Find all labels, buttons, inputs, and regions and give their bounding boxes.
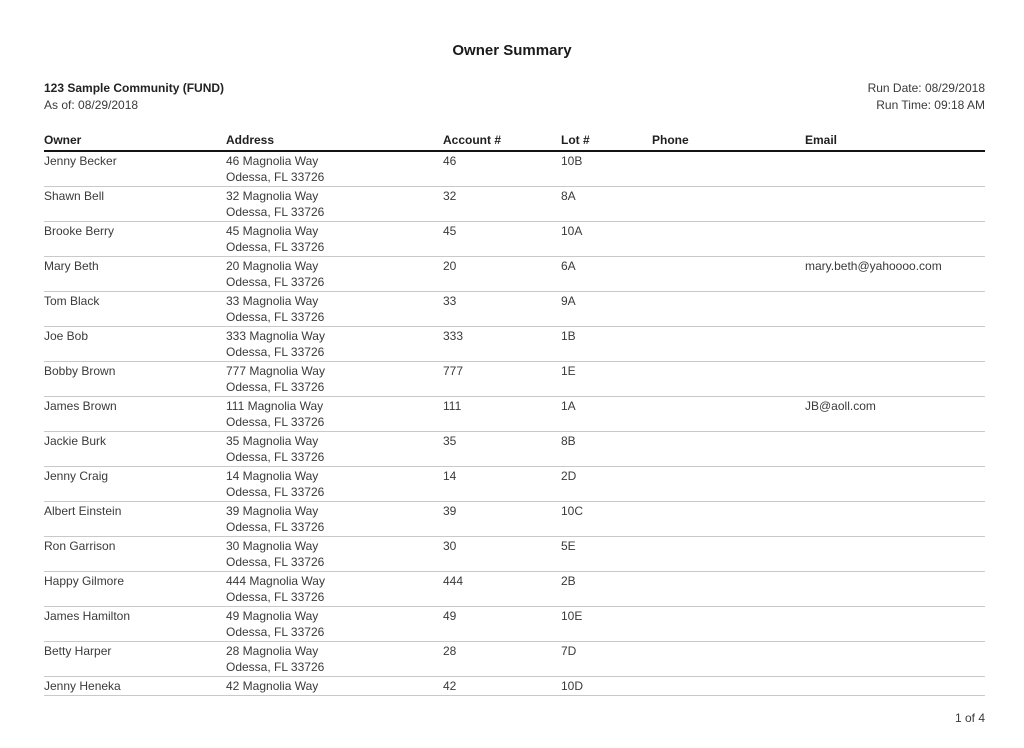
account-number: 111: [443, 399, 462, 413]
address-cell: [226, 432, 443, 467]
table-row: [44, 327, 985, 362]
address-street: 111 Magnolia Way: [226, 399, 324, 413]
account-cell: [443, 572, 561, 607]
column-header-phone: Phone: [652, 131, 805, 151]
address-street: 30 Magnolia Way: [226, 539, 319, 553]
table-row: [44, 467, 985, 502]
lot-number: 7D: [561, 644, 577, 658]
address-city: Odessa, FL 33726: [226, 310, 325, 324]
phone-cell: [652, 642, 805, 677]
account-number: 333: [443, 329, 464, 343]
owner-name: Joe Bob: [44, 329, 89, 343]
lot-number: 1A: [561, 399, 576, 413]
email-cell: [805, 467, 985, 502]
lot-number: 10B: [561, 154, 583, 168]
lot-cell: [561, 677, 652, 696]
owner-name: Bobby Brown: [44, 364, 116, 378]
address-street: 444 Magnolia Way: [226, 574, 325, 588]
owner-cell: [44, 677, 226, 696]
owner-name: Mary Beth: [44, 259, 99, 273]
account-cell: [443, 151, 561, 187]
run-time: Run Time: 09:18 AM: [876, 98, 985, 112]
lot-cell: [561, 572, 652, 607]
account-number: 444: [443, 574, 464, 588]
table-row: [44, 572, 985, 607]
table-row: [44, 607, 985, 642]
phone-cell: [652, 257, 805, 292]
phone-cell: [652, 607, 805, 642]
owner-name: Brooke Berry: [44, 224, 115, 238]
address-cell: [226, 397, 443, 432]
lot-number: 10C: [561, 504, 584, 518]
table-row: [44, 677, 985, 696]
address-cell: [226, 222, 443, 257]
run-date: Run Date: 08/29/2018: [867, 81, 985, 95]
lot-number: 6A: [561, 259, 576, 273]
account-number: 42: [443, 679, 457, 693]
lot-cell: [561, 151, 652, 187]
lot-number: 10A: [561, 224, 583, 238]
address-city: Odessa, FL 33726: [226, 660, 325, 674]
phone-cell: [652, 327, 805, 362]
phone-cell: [652, 222, 805, 257]
address-street: 42 Magnolia Way: [226, 679, 319, 693]
account-cell: [443, 677, 561, 696]
table-row: [44, 257, 985, 292]
email-cell: [805, 572, 985, 607]
column-header-account: Account #: [443, 131, 561, 151]
owner-name: Albert Einstein: [44, 504, 122, 518]
lot-cell: [561, 327, 652, 362]
owner-table-body: [44, 151, 985, 696]
phone-cell: [652, 292, 805, 327]
address-cell: [226, 187, 443, 222]
owner-name: James Hamilton: [44, 609, 131, 623]
column-header-owner: Owner: [44, 131, 226, 151]
lot-cell: [561, 362, 652, 397]
account-number: 45: [443, 224, 457, 238]
lot-number: 1E: [561, 364, 576, 378]
owner-name: Jenny Heneka: [44, 679, 121, 693]
phone-cell: [652, 572, 805, 607]
address-city: Odessa, FL 33726: [226, 520, 325, 534]
lot-number: 8B: [561, 434, 576, 448]
address-cell: [226, 537, 443, 572]
address-street: 35 Magnolia Way: [226, 434, 319, 448]
address-city: Odessa, FL 33726: [226, 275, 325, 289]
email-cell: [805, 222, 985, 257]
lot-cell: [561, 187, 652, 222]
address-city: Odessa, FL 33726: [226, 590, 325, 604]
lot-cell: [561, 292, 652, 327]
address-cell: [226, 257, 443, 292]
address-cell: [226, 502, 443, 537]
address-cell: [226, 607, 443, 642]
email-cell: [805, 292, 985, 327]
owner-name: Tom Black: [44, 294, 100, 308]
owner-name: Happy Gilmore: [44, 574, 125, 588]
lot-cell: [561, 607, 652, 642]
lot-cell: [561, 432, 652, 467]
address-city: Odessa, FL 33726: [226, 240, 325, 254]
owner-cell: [44, 432, 226, 467]
address-street: 46 Magnolia Way: [226, 154, 319, 168]
address-street: 49 Magnolia Way: [226, 609, 319, 623]
owner-cell: [44, 572, 226, 607]
email-cell: [805, 327, 985, 362]
phone-cell: [652, 677, 805, 696]
lot-number: 2B: [561, 574, 576, 588]
owner-table: [44, 131, 985, 696]
account-number: 28: [443, 644, 457, 658]
address-city: Odessa, FL 33726: [226, 205, 325, 219]
email-cell: [805, 257, 985, 292]
account-number: 35: [443, 434, 457, 448]
owner-cell: [44, 642, 226, 677]
address-cell: [226, 327, 443, 362]
account-number: 33: [443, 294, 457, 308]
page-number: 1 of 4: [954, 711, 985, 725]
owner-cell: [44, 327, 226, 362]
lot-number: 8A: [561, 189, 576, 203]
owner-cell: [44, 222, 226, 257]
phone-cell: [652, 187, 805, 222]
account-number: 46: [443, 154, 457, 168]
email-cell: [805, 432, 985, 467]
email-value: mary.beth@yahoooo.com: [805, 259, 942, 273]
phone-cell: [652, 151, 805, 187]
lot-number: 10E: [561, 609, 583, 623]
table-row: [44, 397, 985, 432]
as-of-date: As of: 08/29/2018: [44, 98, 139, 112]
address-cell: [226, 362, 443, 397]
table-row: [44, 187, 985, 222]
owner-name: James Brown: [44, 399, 117, 413]
table-row: [44, 432, 985, 467]
address-street: 333 Magnolia Way: [226, 329, 325, 343]
table-row: [44, 222, 985, 257]
community-name: 123 Sample Community (FUND): [44, 81, 225, 95]
page-title: Owner Summary: [452, 42, 572, 59]
lot-number: 9A: [561, 294, 576, 308]
address-street: 20 Magnolia Way: [226, 259, 319, 273]
account-cell: [443, 432, 561, 467]
email-cell: [805, 607, 985, 642]
column-header-address: Address: [226, 131, 443, 151]
account-cell: [443, 362, 561, 397]
table-row: [44, 642, 985, 677]
phone-cell: [652, 362, 805, 397]
account-number: 49: [443, 609, 457, 623]
address-city: Odessa, FL 33726: [226, 625, 325, 639]
owner-cell: [44, 537, 226, 572]
lot-number: 10D: [561, 679, 584, 693]
account-cell: [443, 257, 561, 292]
address-cell: [226, 677, 443, 696]
account-cell: [443, 327, 561, 362]
account-cell: [443, 642, 561, 677]
table-row: [44, 502, 985, 537]
account-number: 30: [443, 539, 457, 553]
owner-cell: [44, 257, 226, 292]
owner-cell: [44, 397, 226, 432]
owner-name: Ron Garrison: [44, 539, 116, 553]
account-number: 32: [443, 189, 457, 203]
address-street: 33 Magnolia Way: [226, 294, 319, 308]
email-cell: [805, 397, 985, 432]
address-street: 777 Magnolia Way: [226, 364, 325, 378]
account-cell: [443, 537, 561, 572]
owner-name: Jackie Burk: [44, 434, 107, 448]
address-city: Odessa, FL 33726: [226, 450, 325, 464]
lot-cell: [561, 257, 652, 292]
owner-name: Betty Harper: [44, 644, 112, 658]
phone-cell: [652, 397, 805, 432]
column-header-lot: Lot #: [561, 131, 652, 151]
address-city: Odessa, FL 33726: [226, 170, 325, 184]
owner-cell: [44, 292, 226, 327]
owner-cell: [44, 607, 226, 642]
owner-name: Jenny Craig: [44, 469, 109, 483]
lot-cell: [561, 537, 652, 572]
owner-table-header: [44, 131, 985, 151]
column-header-email: Email: [805, 131, 985, 151]
email-cell: [805, 677, 985, 696]
lot-number: 1B: [561, 329, 576, 343]
address-city: Odessa, FL 33726: [226, 485, 325, 499]
owner-cell: [44, 187, 226, 222]
email-cell: [805, 187, 985, 222]
address-street: 14 Magnolia Way: [226, 469, 319, 483]
account-number: 39: [443, 504, 457, 518]
lot-cell: [561, 222, 652, 257]
email-cell: [805, 502, 985, 537]
account-number: 777: [443, 364, 464, 378]
account-cell: [443, 502, 561, 537]
address-street: 32 Magnolia Way: [226, 189, 319, 203]
address-city: Odessa, FL 33726: [226, 345, 325, 359]
account-number: 14: [443, 469, 457, 483]
table-row: [44, 362, 985, 397]
owner-name: Jenny Becker: [44, 154, 117, 168]
owner-cell: [44, 467, 226, 502]
address-city: Odessa, FL 33726: [226, 380, 325, 394]
address-street: 39 Magnolia Way: [226, 504, 319, 518]
lot-cell: [561, 397, 652, 432]
table-row: [44, 537, 985, 572]
address-cell: [226, 642, 443, 677]
owner-cell: [44, 362, 226, 397]
email-cell: [805, 642, 985, 677]
address-cell: [226, 151, 443, 187]
owner-cell: [44, 502, 226, 537]
account-cell: [443, 467, 561, 502]
account-cell: [443, 397, 561, 432]
account-cell: [443, 187, 561, 222]
address-city: Odessa, FL 33726: [226, 555, 325, 569]
report-info-right: [868, 80, 985, 114]
address-cell: [226, 572, 443, 607]
address-cell: [226, 467, 443, 502]
phone-cell: [652, 537, 805, 572]
email-cell: [805, 362, 985, 397]
owner-name: Shawn Bell: [44, 189, 105, 203]
lot-cell: [561, 502, 652, 537]
lot-cell: [561, 642, 652, 677]
email-cell: [805, 537, 985, 572]
address-street: 28 Magnolia Way: [226, 644, 319, 658]
lot-number: 2D: [561, 469, 577, 483]
lot-number: 5E: [561, 539, 576, 553]
address-street: 45 Magnolia Way: [226, 224, 319, 238]
owner-cell: [44, 151, 226, 187]
table-row: [44, 292, 985, 327]
phone-cell: [652, 502, 805, 537]
lot-cell: [561, 467, 652, 502]
account-cell: [443, 222, 561, 257]
address-cell: [226, 292, 443, 327]
email-cell: [805, 151, 985, 187]
report-info-left: [44, 80, 224, 114]
account-number: 20: [443, 259, 457, 273]
account-cell: [443, 292, 561, 327]
phone-cell: [652, 432, 805, 467]
account-cell: [443, 607, 561, 642]
phone-cell: [652, 467, 805, 502]
address-city: Odessa, FL 33726: [226, 415, 325, 429]
table-row: [44, 151, 985, 187]
email-value: JB@aoll.com: [805, 399, 876, 413]
